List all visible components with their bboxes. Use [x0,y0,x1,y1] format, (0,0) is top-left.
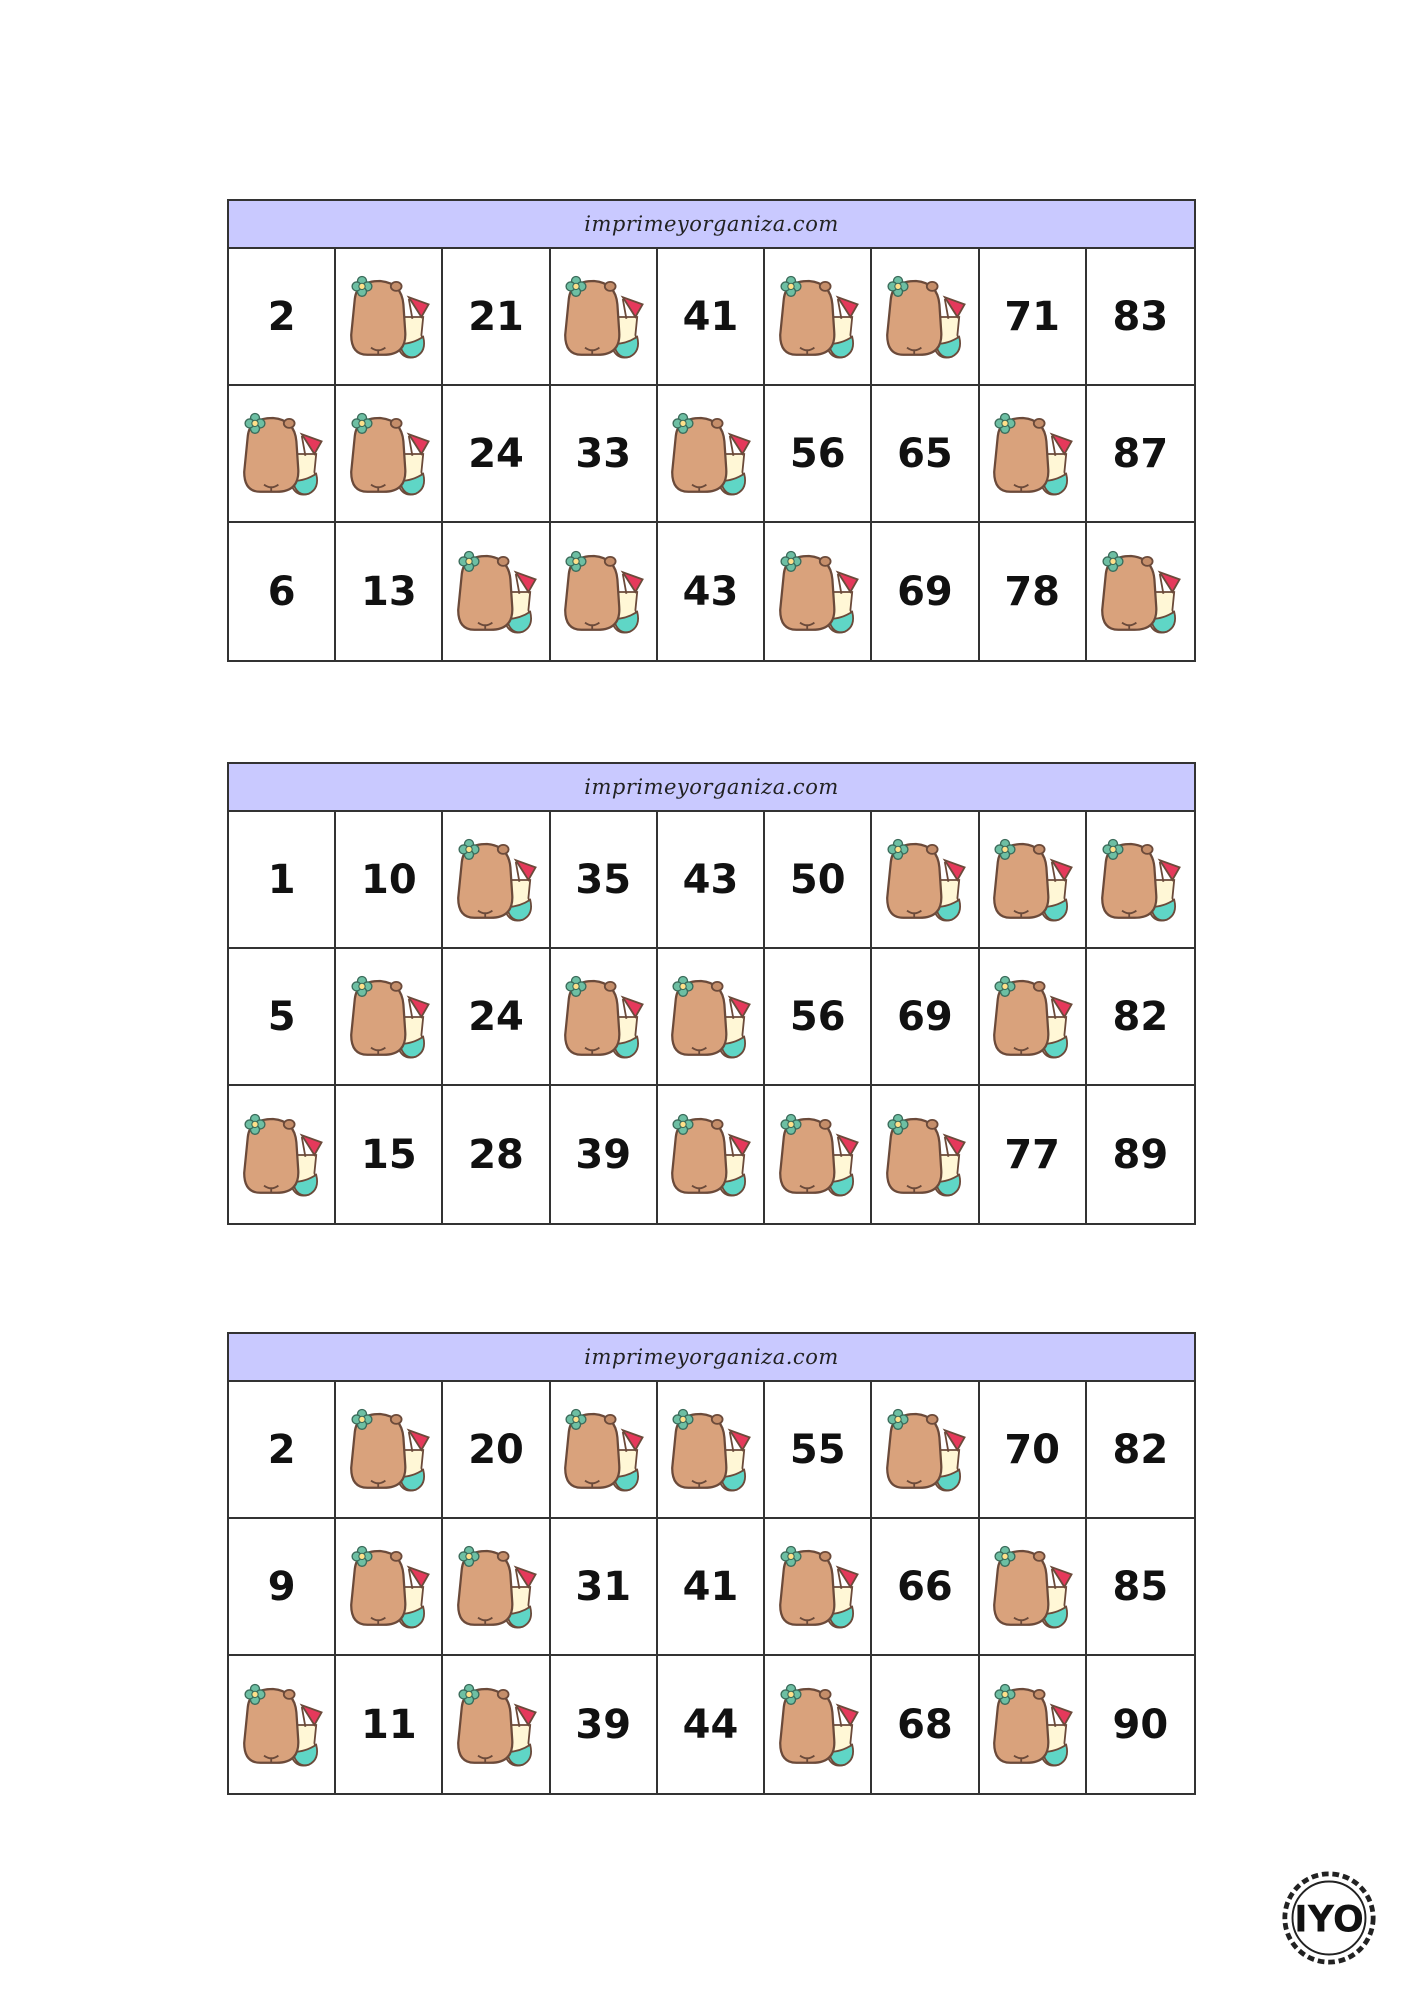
blank-cell [872,812,979,949]
number-cell: 28 [443,1086,550,1223]
number-cell: 69 [872,523,979,660]
blank-cell [229,386,336,523]
number-cell: 13 [336,523,443,660]
number-cell: 15 [336,1086,443,1223]
blank-cell [658,1086,765,1223]
capybara-with-drink-icon [880,1405,970,1495]
capybara-with-drink-icon [344,972,434,1062]
capybara-with-drink-icon [558,1405,648,1495]
capybara-with-drink-icon [451,547,541,637]
blank-cell [765,523,872,660]
number-cell: 90 [1112,1701,1169,1748]
logo-text: IYO [1294,1897,1364,1941]
blank-cell [551,1382,658,1519]
number-cell: 56 [765,386,872,523]
card-grid [229,249,1194,660]
capybara-with-drink-icon [880,1110,970,1200]
blank-cell [980,1656,1087,1793]
blank-cell [551,949,658,1086]
card-grid [229,812,1194,1223]
capybara-with-drink-icon [237,409,327,499]
capybara-with-drink-icon [344,409,434,499]
capybara-with-drink-icon [237,1110,327,1200]
blank-cell [336,386,443,523]
blank-cell [443,1656,550,1793]
capybara-with-drink-icon [451,1680,541,1770]
number-cell: 5 [229,949,336,1086]
blank-cell [336,249,443,386]
blank-cell [551,249,658,386]
number-cell: 78 [980,523,1087,660]
blank-cell [336,1519,443,1656]
blank-cell [872,1086,979,1223]
capybara-with-drink-icon [558,547,648,637]
capybara-with-drink-icon [987,972,1077,1062]
capybara-with-drink-icon [451,1542,541,1632]
iyo-logo-icon [1281,1870,1377,1966]
number-cell: 65 [872,386,979,523]
blank-cell [980,1519,1087,1656]
capybara-with-drink-icon [773,272,863,362]
blank-cell [765,1086,872,1223]
number-cell: 56 [765,949,872,1086]
number-cell: 69 [872,949,979,1086]
blank-cell [1087,812,1194,949]
blank-cell [443,1519,550,1656]
number-cell: 2 [229,249,336,386]
blank-cell [980,812,1087,949]
number-cell: 9 [229,1519,336,1656]
number-cell: 85 [1087,1519,1194,1656]
blank-cell [443,812,550,949]
capybara-with-drink-icon [773,1542,863,1632]
number-cell: 43 [658,523,765,660]
capybara-with-drink-icon [987,1680,1077,1770]
capybara-with-drink-icon [773,547,863,637]
capybara-with-drink-icon [344,1542,434,1632]
number-cell: 44 [658,1656,765,1793]
number-cell: 55 [765,1382,872,1519]
capybara-with-drink-icon [880,835,970,925]
blank-cell [658,386,765,523]
capybara-with-drink-icon [237,1680,327,1770]
blank-cell [229,1656,336,1793]
bingo-card [227,762,1196,1225]
capybara-with-drink-icon [987,1542,1077,1632]
capybara-with-drink-icon [344,272,434,362]
capybara-with-drink-icon [773,1680,863,1770]
capybara-with-drink-icon [665,409,755,499]
number-cell: 41 [658,1519,765,1656]
number-cell: 82 [1087,1382,1194,1519]
capybara-with-drink-icon [987,835,1077,925]
card-header: imprimeyorganiza.com [229,201,1194,249]
number-cell: 71 [980,249,1087,386]
blank-cell [551,523,658,660]
number-cell: 33 [551,386,658,523]
blank-cell [765,1519,872,1656]
blank-cell [443,523,550,660]
blank-cell [980,386,1087,523]
blank-cell [872,249,979,386]
number-cell: 82 [1087,949,1194,1086]
number-cell: 21 [443,249,550,386]
blank-cell [872,1382,979,1519]
capybara-with-drink-icon [987,409,1077,499]
number-cell: 39 [551,1656,658,1793]
number-cell: 50 [765,812,872,949]
number-cell: 35 [551,812,658,949]
number-cell: 10 [336,812,443,949]
number-cell: 20 [443,1382,550,1519]
blank-cell [658,949,765,1086]
capybara-with-drink-icon [665,1110,755,1200]
number-cell: 39 [551,1086,658,1223]
number-cell: 31 [551,1519,658,1656]
number-cell: 6 [229,523,336,660]
blank-cell [336,949,443,1086]
blank-cell [765,1656,872,1793]
number-cell: 41 [658,249,765,386]
capybara-with-drink-icon [558,272,648,362]
blank-cell [229,1086,336,1223]
number-cell: 43 [658,812,765,949]
number-cell: 83 [1087,249,1194,386]
blank-cell [658,1382,765,1519]
capybara-with-drink-icon [773,1110,863,1200]
number-cell: 24 [443,949,550,1086]
capybara-with-drink-icon [880,272,970,362]
number-cell: 77 [980,1086,1087,1223]
number-cell: 1 [229,812,336,949]
capybara-with-drink-icon [558,972,648,1062]
number-cell: 24 [443,386,550,523]
card-header: imprimeyorganiza.com [229,1334,1194,1382]
capybara-with-drink-icon [1095,547,1185,637]
capybara-with-drink-icon [1095,835,1185,925]
capybara-with-drink-icon [451,835,541,925]
capybara-with-drink-icon [344,1405,434,1495]
blank-cell [980,949,1087,1086]
capybara-with-drink-icon [665,1405,755,1495]
bingo-card [227,1332,1196,1795]
bingo-card [227,199,1196,662]
capybara-with-drink-icon [665,972,755,1062]
number-cell: 66 [872,1519,979,1656]
blank-cell [336,1382,443,1519]
number-cell: 2 [229,1382,336,1519]
card-header: imprimeyorganiza.com [229,764,1194,812]
number-cell: 89 [1112,1131,1169,1178]
blank-cell [1087,523,1194,660]
number-cell: 70 [980,1382,1087,1519]
number-cell: 11 [336,1656,443,1793]
number-cell: 87 [1087,386,1194,523]
card-grid [229,1382,1194,1793]
blank-cell [765,249,872,386]
number-cell: 68 [872,1656,979,1793]
